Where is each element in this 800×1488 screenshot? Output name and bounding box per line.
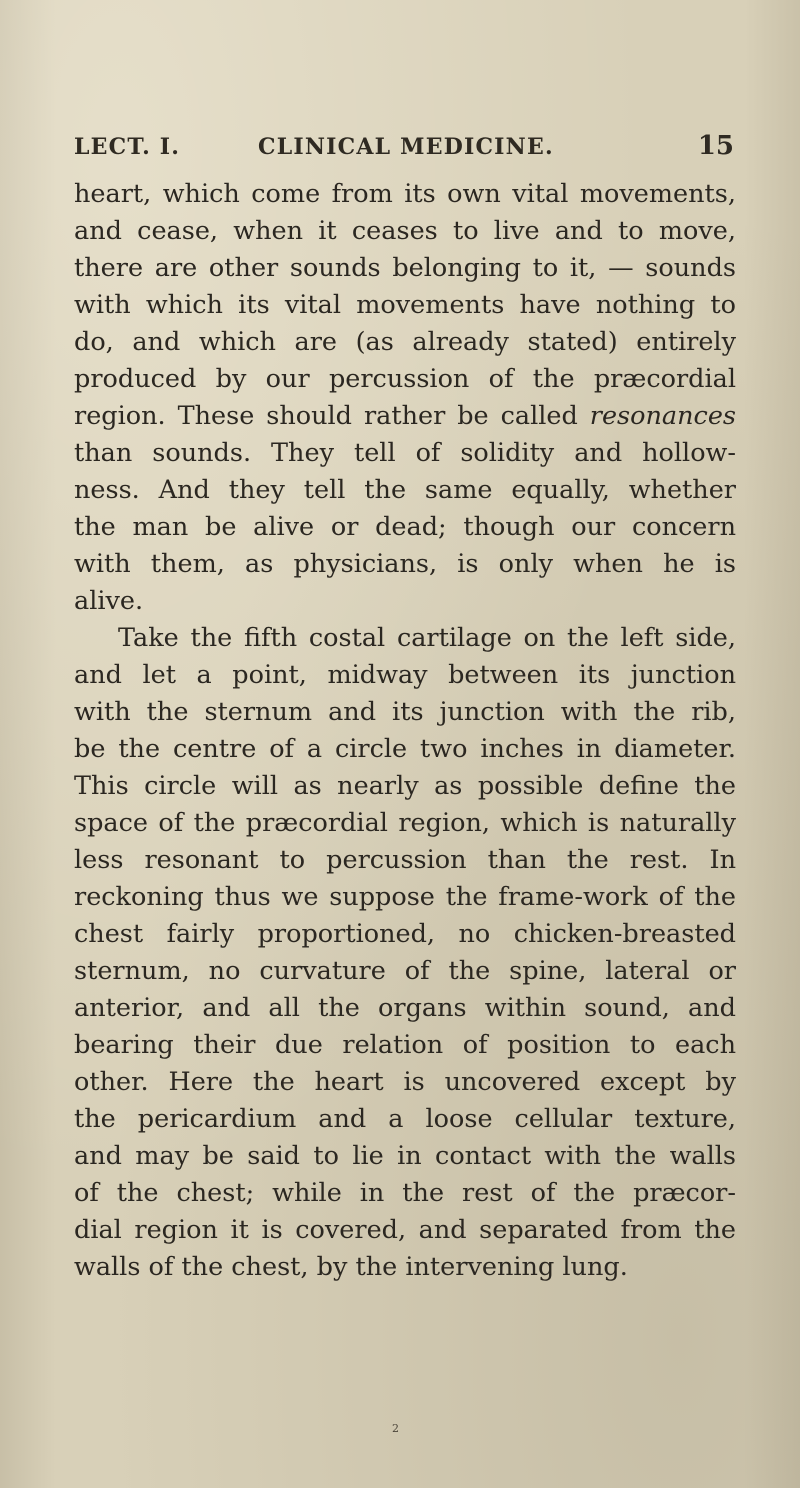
body-text	[74, 176, 736, 1286]
text-line: region. These should rather be called resonances	[74, 401, 736, 431]
text-line: and cease, when it ceases to live and to move,	[74, 216, 736, 246]
text-line: of the chest; while in the rest of the præcor-	[74, 1178, 736, 1208]
page-number: 15	[697, 131, 734, 161]
text-line: there are other sounds belonging to it, — sounds	[74, 253, 736, 283]
running-head	[74, 131, 734, 168]
text-line: bearing their due relation of position to each	[74, 1030, 736, 1060]
lecture-number: LECT. I.	[74, 134, 181, 160]
text-line: produced by our percussion of the præcordial	[74, 364, 736, 394]
text-line: walls of the chest, by the intervening lung.	[74, 1252, 628, 1282]
text-line: the pericardium and a loose cellular texture,	[74, 1104, 736, 1134]
text-line: anterior, and all the organs within sound, and	[74, 993, 736, 1023]
text-line: dial region it is covered, and separated from the	[74, 1215, 736, 1245]
signature-mark: 2	[392, 1422, 399, 1435]
text-line: reckoning thus we suppose the frame-work of the	[74, 882, 736, 912]
text-line: and may be said to lie in contact with the walls	[74, 1141, 736, 1171]
text-line: ness. And they tell the same equally, whether	[74, 475, 736, 505]
text-line: other. Here the heart is uncovered except by	[74, 1067, 736, 1097]
text-line: space of the præcordial region, which is naturally	[74, 808, 736, 838]
text-line: than sounds. They tell of solidity and hollow-	[74, 438, 736, 468]
text-line: Take the fifth costal cartilage on the left side,	[118, 623, 736, 653]
text-line: be the centre of a circle two inches in diameter.	[74, 734, 736, 764]
text-line: and let a point, midway between its junction	[74, 660, 736, 690]
book-title: CLINICAL MEDICINE.	[258, 134, 554, 160]
text-line: do, and which are (as already stated) entirely	[74, 327, 736, 357]
text-line: with which its vital movements have nothing to	[74, 290, 736, 320]
text-line: heart, which come from its own vital movements,	[74, 179, 736, 209]
text-line: with the sternum and its junction with the rib,	[74, 697, 736, 727]
text-line: sternum, no curvature of the spine, lateral or	[74, 956, 736, 986]
italic-term: resonances	[589, 401, 736, 431]
paragraph-1	[74, 176, 736, 620]
text-line: with them, as physicians, is only when he is	[74, 549, 736, 579]
text-line: alive.	[74, 586, 144, 616]
text-line: the man be alive or dead; though our concern	[74, 512, 736, 542]
paragraph-2	[74, 620, 736, 1286]
text-line: This circle will as nearly as possible define the	[74, 771, 736, 801]
text-line: less resonant to percussion than the rest. In	[74, 845, 736, 875]
text-line: chest fairly proportioned, no chicken-breasted	[74, 919, 736, 949]
